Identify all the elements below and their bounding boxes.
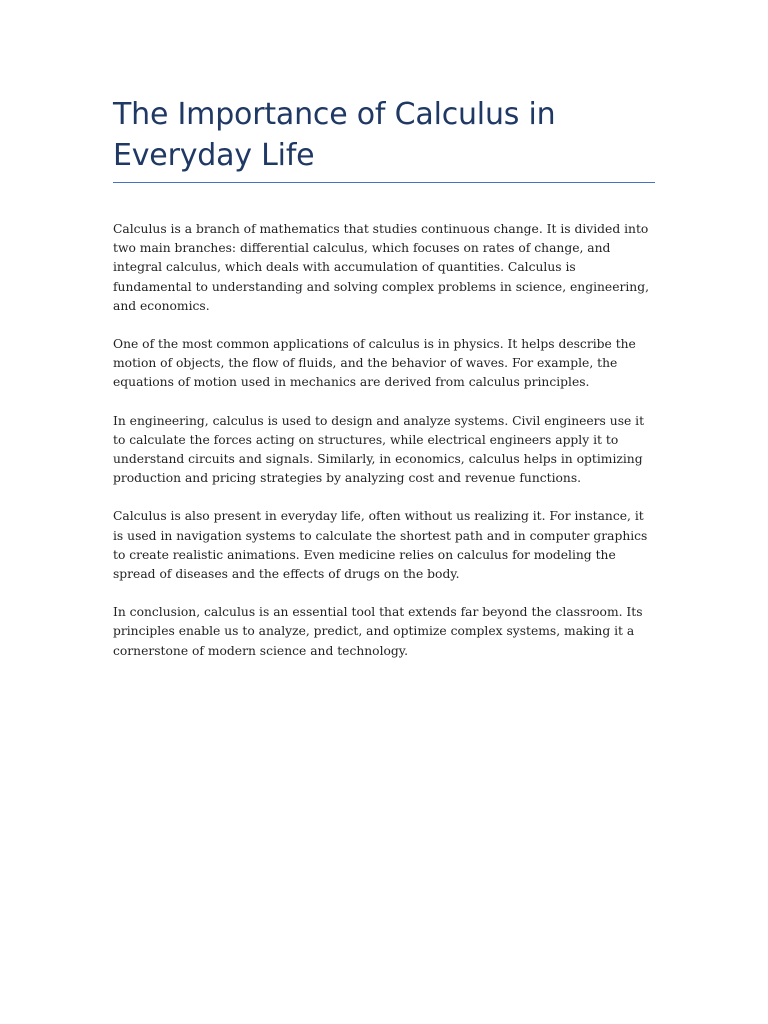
document-body	[113, 220, 655, 661]
paragraph-conclusion: In conclusion, calculus is an essential tool that extends far beyond the classroom. Its principles enable us to analyze, predict, and optimize complex systems, making it a cornerstone of modern science and technology.	[113, 605, 643, 658]
document-title: The Importance of Calculus in Everyday Life	[113, 97, 556, 173]
document-content	[113, 94, 655, 680]
paragraph-intro: Calculus is a branch of mathematics that studies continuous change. It is divided into two main branches: differential calculus, which focuses on rates of change, and integral calculus, which deals with accumulation of quantities. Calculus is fundamental to understanding and solving complex problems in science, engineering, and economics.	[113, 222, 650, 313]
title-underline-rule	[113, 182, 655, 183]
paragraph-everyday-life: Calculus is also present in everyday life, often without us realizing it. For instance, it is used in navigation systems to calculate the shortest path and in computer graphics to create realistic animations. Even medicine relies on calculus for modeling the spread of diseases and the effects of drugs on the body.	[113, 509, 648, 582]
paragraph-physics: One of the most common applications of calculus is in physics. It helps describe the motion of objects, the flow of fluids, and the behavior of waves. For example, the equations of motion used in mechanics are derived from calculus principles.	[113, 337, 636, 390]
paragraph-engineering: In engineering, calculus is used to design and analyze systems. Civil engineers use it to calculate the forces acting on structures, while electrical engineers apply it to understand circuits and signals. Similarly, in economics, calculus helps in optimizing production and pricing strategies by analyzing cost and revenue functions.	[113, 413, 645, 486]
